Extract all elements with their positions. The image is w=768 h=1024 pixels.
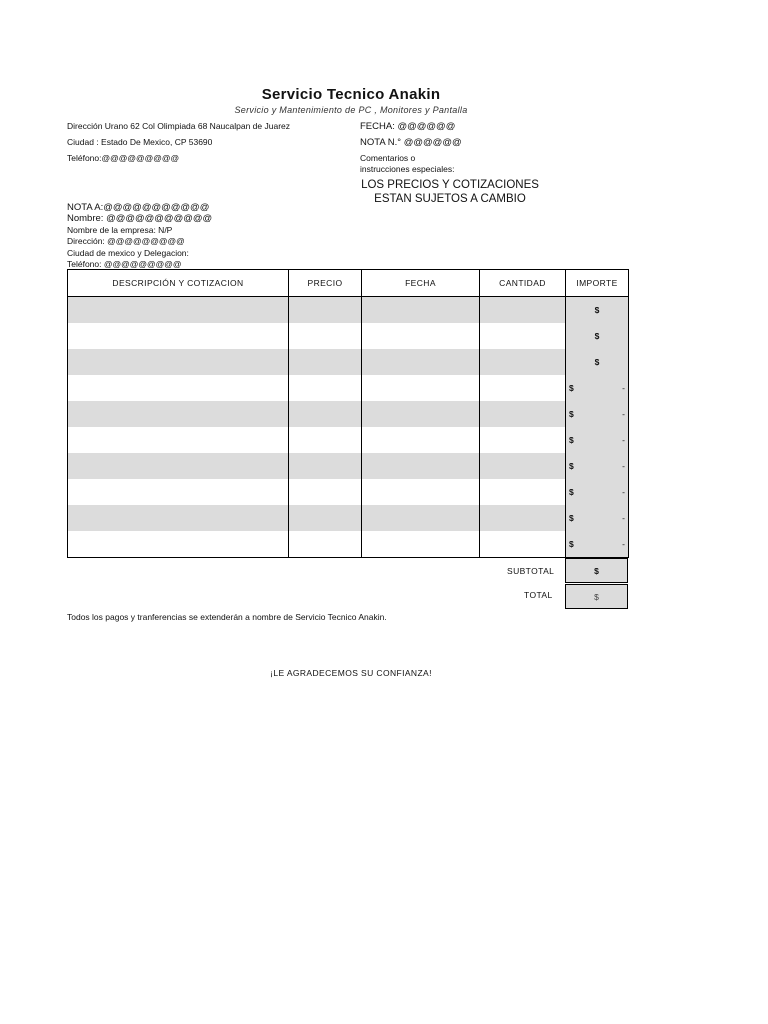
cell-quantity[interactable]	[480, 297, 566, 324]
cell-quantity[interactable]	[480, 401, 566, 427]
table-header-row	[68, 270, 629, 297]
thanks-message: ¡LE AGRADECEMOS SU CONFIANZA!	[270, 668, 432, 678]
price-notice-line1: LOS PRECIOS Y COTIZACIONES	[361, 179, 539, 191]
cell-amount	[566, 453, 629, 479]
amount-currency: $	[569, 461, 574, 471]
amount-value: -	[622, 487, 625, 497]
client-name: Nombre: @@@@@@@@@@@	[67, 213, 213, 224]
amount-currency: $	[569, 383, 574, 393]
cell-amount	[566, 479, 629, 505]
company-city: Ciudad : Estado De Mexico, CP 53690	[67, 137, 213, 147]
table-row	[68, 323, 629, 349]
cell-date[interactable]	[362, 505, 480, 531]
cell-price[interactable]	[289, 349, 362, 375]
note-number-field: NOTA N.° @@@@@@	[360, 137, 462, 148]
cell-date[interactable]	[362, 401, 480, 427]
cell-date[interactable]	[362, 453, 480, 479]
cell-description[interactable]	[68, 479, 289, 505]
cell-date[interactable]	[362, 323, 480, 349]
cell-description[interactable]	[68, 375, 289, 401]
cell-price[interactable]	[289, 323, 362, 349]
amount-value: -	[622, 461, 625, 471]
subtotal-value: $	[565, 558, 628, 583]
client-address: Dirección: @@@@@@@@@	[67, 236, 185, 246]
cell-amount	[566, 505, 629, 531]
cell-quantity[interactable]	[480, 479, 566, 505]
comments-label-line2: instrucciones especiales:	[360, 164, 455, 174]
payment-note: Todos los pagos y tranferencias se extenderán a nombre de Servicio Tecnico Anakin.	[67, 612, 387, 622]
company-subtitle: Servicio y Mantenimiento de PC , Monitores y Pantalla	[234, 105, 468, 115]
cell-amount	[566, 401, 629, 427]
cell-price[interactable]	[289, 505, 362, 531]
cell-description[interactable]	[68, 427, 289, 453]
amount-currency: $	[569, 435, 574, 445]
cell-description[interactable]	[68, 505, 289, 531]
cell-description[interactable]	[68, 297, 289, 324]
amount-value: -	[622, 513, 625, 523]
cell-date[interactable]	[362, 427, 480, 453]
client-phone: Teléfono: @@@@@@@@@	[67, 259, 182, 269]
company-title: Servicio Tecnico Anakin	[261, 86, 441, 103]
table-row	[68, 297, 629, 324]
cell-description[interactable]	[68, 453, 289, 479]
price-notice-line2: ESTAN SUJETOS A CAMBIO	[374, 193, 526, 205]
amount-value: -	[622, 409, 625, 419]
total-label: TOTAL	[524, 590, 553, 600]
header-amount: IMPORTE	[566, 270, 629, 297]
header-quantity: CANTIDAD	[480, 270, 566, 297]
table-row	[68, 349, 629, 375]
client-company: Nombre de la empresa: N/P	[67, 225, 173, 235]
header-price: PRECIO	[289, 270, 362, 297]
cell-price[interactable]	[289, 427, 362, 453]
cell-description[interactable]	[68, 401, 289, 427]
cell-price[interactable]	[289, 401, 362, 427]
cell-quantity[interactable]	[480, 427, 566, 453]
company-address: Dirección Urano 62 Col Olimpiada 68 Naucalpan de Juarez	[67, 121, 291, 131]
cell-price[interactable]	[289, 531, 362, 558]
cell-description[interactable]	[68, 323, 289, 349]
cell-quantity[interactable]	[480, 531, 566, 558]
table-row	[68, 453, 629, 479]
client-city: Ciudad de mexico y Delegacion:	[67, 248, 189, 258]
table-row	[68, 531, 629, 558]
cell-price[interactable]	[289, 479, 362, 505]
amount-currency: $	[569, 513, 574, 523]
cell-amount: $	[566, 349, 629, 375]
cell-quantity[interactable]	[480, 505, 566, 531]
cell-quantity[interactable]	[480, 323, 566, 349]
cell-date[interactable]	[362, 531, 480, 558]
client-nota-a: NOTA A:@@@@@@@@@@@	[67, 202, 210, 213]
cell-date[interactable]	[362, 297, 480, 324]
amount-currency: $	[569, 539, 574, 549]
cell-description[interactable]	[68, 349, 289, 375]
cell-amount: $	[566, 297, 629, 324]
cell-quantity[interactable]	[480, 349, 566, 375]
cell-amount	[566, 531, 629, 558]
company-phone: Teléfono:@@@@@@@@@	[67, 153, 180, 163]
table-row	[68, 401, 629, 427]
quote-table	[67, 269, 629, 558]
table-row	[68, 505, 629, 531]
cell-date[interactable]	[362, 479, 480, 505]
cell-description[interactable]	[68, 531, 289, 558]
header-description: DESCRIPCIÓN Y COTIZACION	[68, 270, 289, 297]
cell-quantity[interactable]	[480, 453, 566, 479]
subtotal-label: SUBTOTAL	[507, 566, 555, 576]
cell-date[interactable]	[362, 349, 480, 375]
amount-value: -	[622, 539, 625, 549]
date-field: FECHA: @@@@@@	[360, 121, 456, 132]
cell-quantity[interactable]	[480, 375, 566, 401]
cell-price[interactable]	[289, 375, 362, 401]
amount-currency: $	[569, 409, 574, 419]
cell-amount: $	[566, 323, 629, 349]
amount-value: -	[622, 435, 625, 445]
table-row	[68, 427, 629, 453]
table-row	[68, 375, 629, 401]
cell-price[interactable]	[289, 297, 362, 324]
cell-amount	[566, 375, 629, 401]
amount-value: -	[622, 383, 625, 393]
cell-amount	[566, 427, 629, 453]
cell-date[interactable]	[362, 375, 480, 401]
amount-currency: $	[569, 487, 574, 497]
comments-label-line1: Comentarios o	[360, 153, 416, 163]
header-date: FECHA	[362, 270, 480, 297]
total-value: $	[565, 584, 628, 609]
table-row	[68, 479, 629, 505]
cell-price[interactable]	[289, 453, 362, 479]
